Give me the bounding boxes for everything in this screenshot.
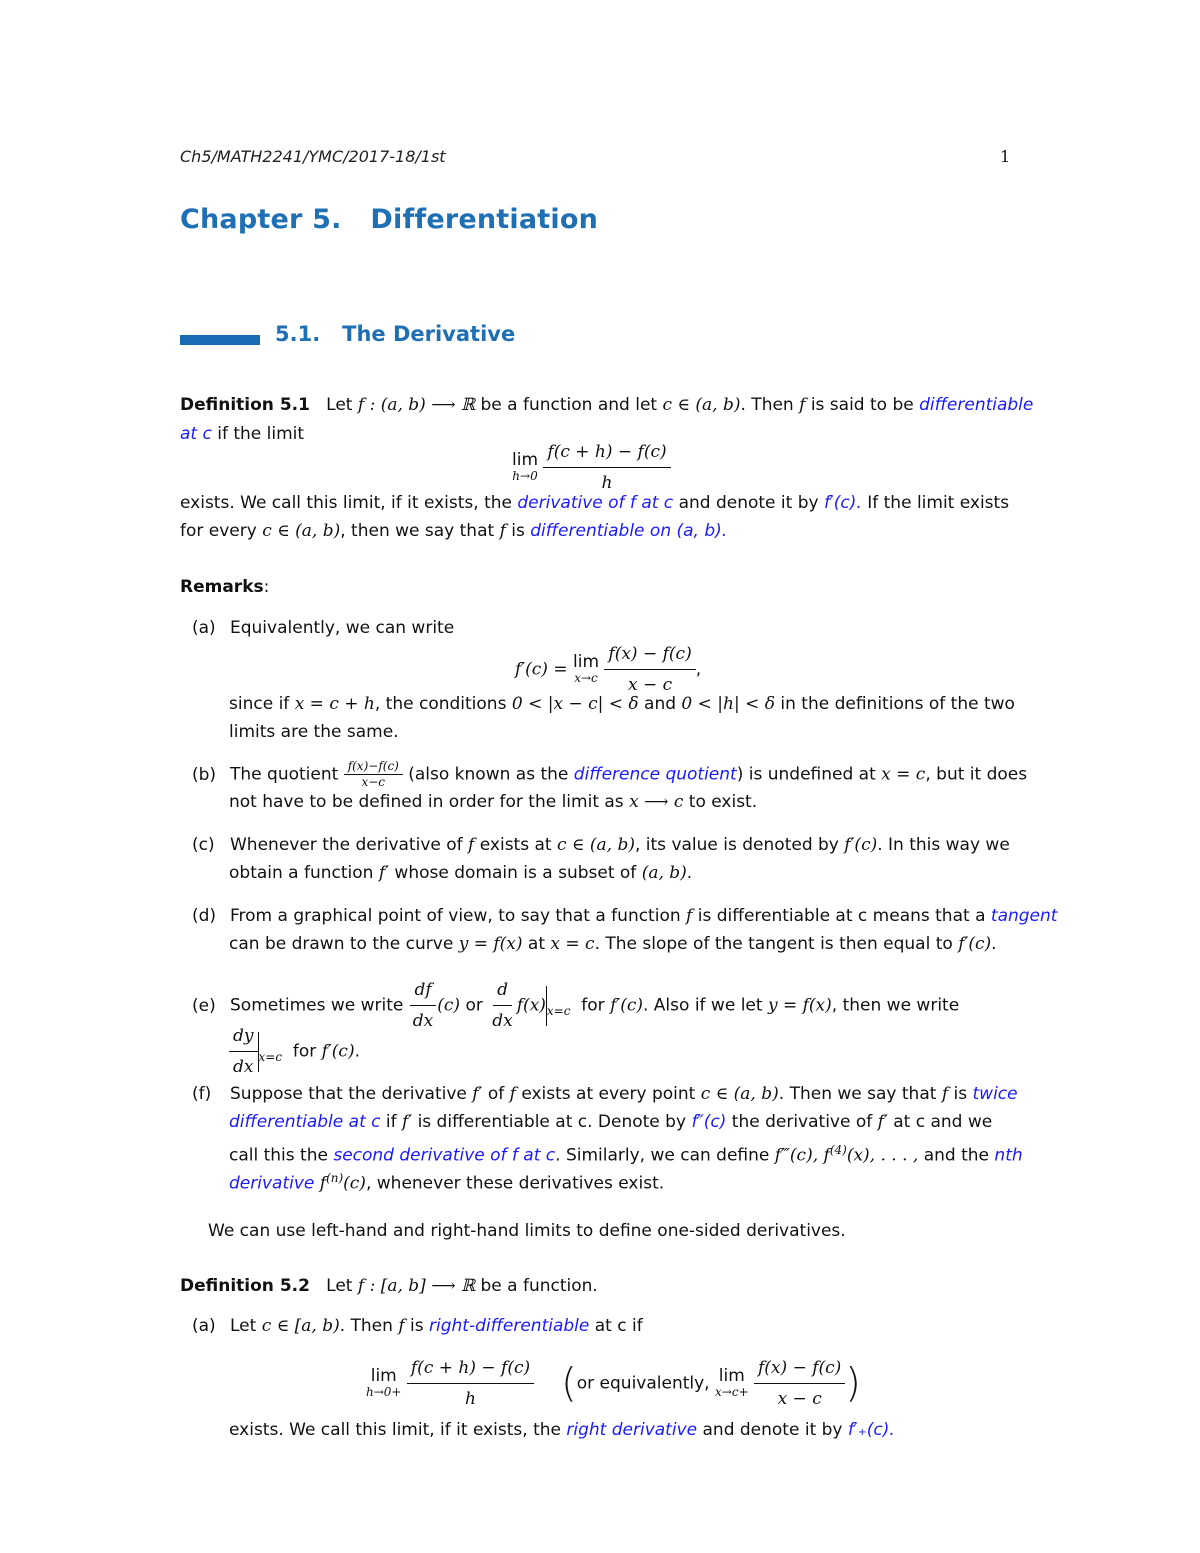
remark-a-line3: limits are the same. — [229, 722, 399, 742]
remarks-heading: Remarks: — [180, 577, 270, 597]
page-number: 1 — [1000, 147, 1011, 166]
remark-b-line2: not have to be defined in order for the limit as x ⟶ c to exist. — [229, 792, 758, 812]
chapter-title — [180, 204, 598, 235]
def52-a-formula: lim h→0+ $\frac{f(c + h) - f(c)}{h}$ (or equivalently, lim x→c+ $\frac{f(x) - f(c)}{x - c}$ ) — [366, 1354, 861, 1413]
remark-d-line1: (d) From a graphical point of view, to say that a function f is differentiable at c means that a tangent — [192, 906, 1058, 926]
onesided-paragraph: We can use left-hand and right-hand limits to define one-sided derivatives. — [208, 1221, 846, 1241]
term-differentiable: differentiable — [919, 395, 1034, 415]
def52-line1: Definition 5.2 Let f : [a, b] ⟶ ℝ be a function. — [180, 1276, 598, 1296]
remark-a-line1: (a) Equivalently, we can write — [192, 618, 455, 638]
remark-f-line3: call this the second derivative of f at c. Similarly, we can define f‴(c), $f^{(4)}(x)$, . . . , and the nth — [229, 1143, 1023, 1166]
def51-limit-formula: lim h→0 $\frac{f(c + h) - f(c)}{h}$ — [512, 438, 671, 497]
def51-line4: for every c ∈ (a, b), then we say that f is differentiable on (a, b). — [180, 521, 728, 541]
remark-a-line2: since if x = c + h, the conditions 0 < |x − c| < δ and 0 < |h| < δ in the definitions of the two — [229, 694, 1015, 714]
def51-line3: exists. We call this limit, if it exists, the derivative of f at c and denote it by f′(c). If the limit exists — [180, 493, 1010, 513]
def51-label: Definition 5.1 — [180, 395, 310, 415]
remark-f-line1: (f) Suppose that the derivative f′ of f exists at every point c ∈ (a, b). Then we say that f is twice — [192, 1084, 1018, 1104]
def52-label: Definition 5.2 — [180, 1276, 310, 1296]
section-number: 5.1. — [275, 322, 321, 346]
remark-e-line2: $\frac{dy}{dx}$ $_{x=c}$ for f′(c). — [229, 1022, 360, 1081]
section-name: The Derivative — [342, 322, 516, 346]
running-title: Ch5/MATH2241/YMC/2017-18/1st — [180, 147, 446, 166]
remark-c-line1: (c) Whenever the derivative of f exists at c ∈ (a, b), its value is denoted by f′(c). In this way we — [192, 835, 1010, 855]
chapter-number: Chapter 5. — [180, 204, 342, 235]
remark-f-line4: derivative $f^{(n)}(c)$, whenever these derivatives exist. — [229, 1171, 665, 1194]
def52-a-line2: exists. We call this limit, if it exists, the right derivative and denote it by f′₊(c). — [229, 1420, 895, 1440]
remark-c-line2: obtain a function f′ whose domain is a subset of (a, b). — [229, 863, 693, 883]
remark-e-line1: (e) Sometimes we write $\frac{df}{dx}$ (c) or $\frac{d}{dx}$ $f(x)_{x=c}$ for f′(c). Also if we let y = f(x), then we write — [192, 976, 959, 1035]
chapter-name: Differentiation — [370, 204, 599, 235]
remark-f-line2: differentiable at c if f′ is differentiable at c. Denote by f″(c) the derivative of f′ at c and we — [229, 1112, 993, 1132]
def51-line1: Definition 5.1 Let f : (a, b) ⟶ ℝ be a function and let c ∈ (a, b). Then f is said to be differentiable — [180, 395, 1034, 415]
def52-a-line1: (a) Let c ∈ [a, b). Then f is right-differentiable at c if — [192, 1316, 643, 1336]
remark-d-line2: can be drawn to the curve y = f(x) at x = c. The slope of the tangent is then equal to f′(c). — [229, 934, 997, 954]
remark-a-formula: f′(c) = lim x→c $\frac{f(x) - f(c)}{x - c}$ , — [515, 640, 701, 699]
remark-b-line1: (b) The quotient $\frac{f(x)-f(c)}{x-c}$ (also known as the difference quotient) is undefined at x = c, but it does — [192, 759, 1028, 789]
section-title — [275, 322, 515, 346]
section-rule — [180, 335, 260, 345]
def51-line2: at c if the limit — [180, 424, 305, 444]
